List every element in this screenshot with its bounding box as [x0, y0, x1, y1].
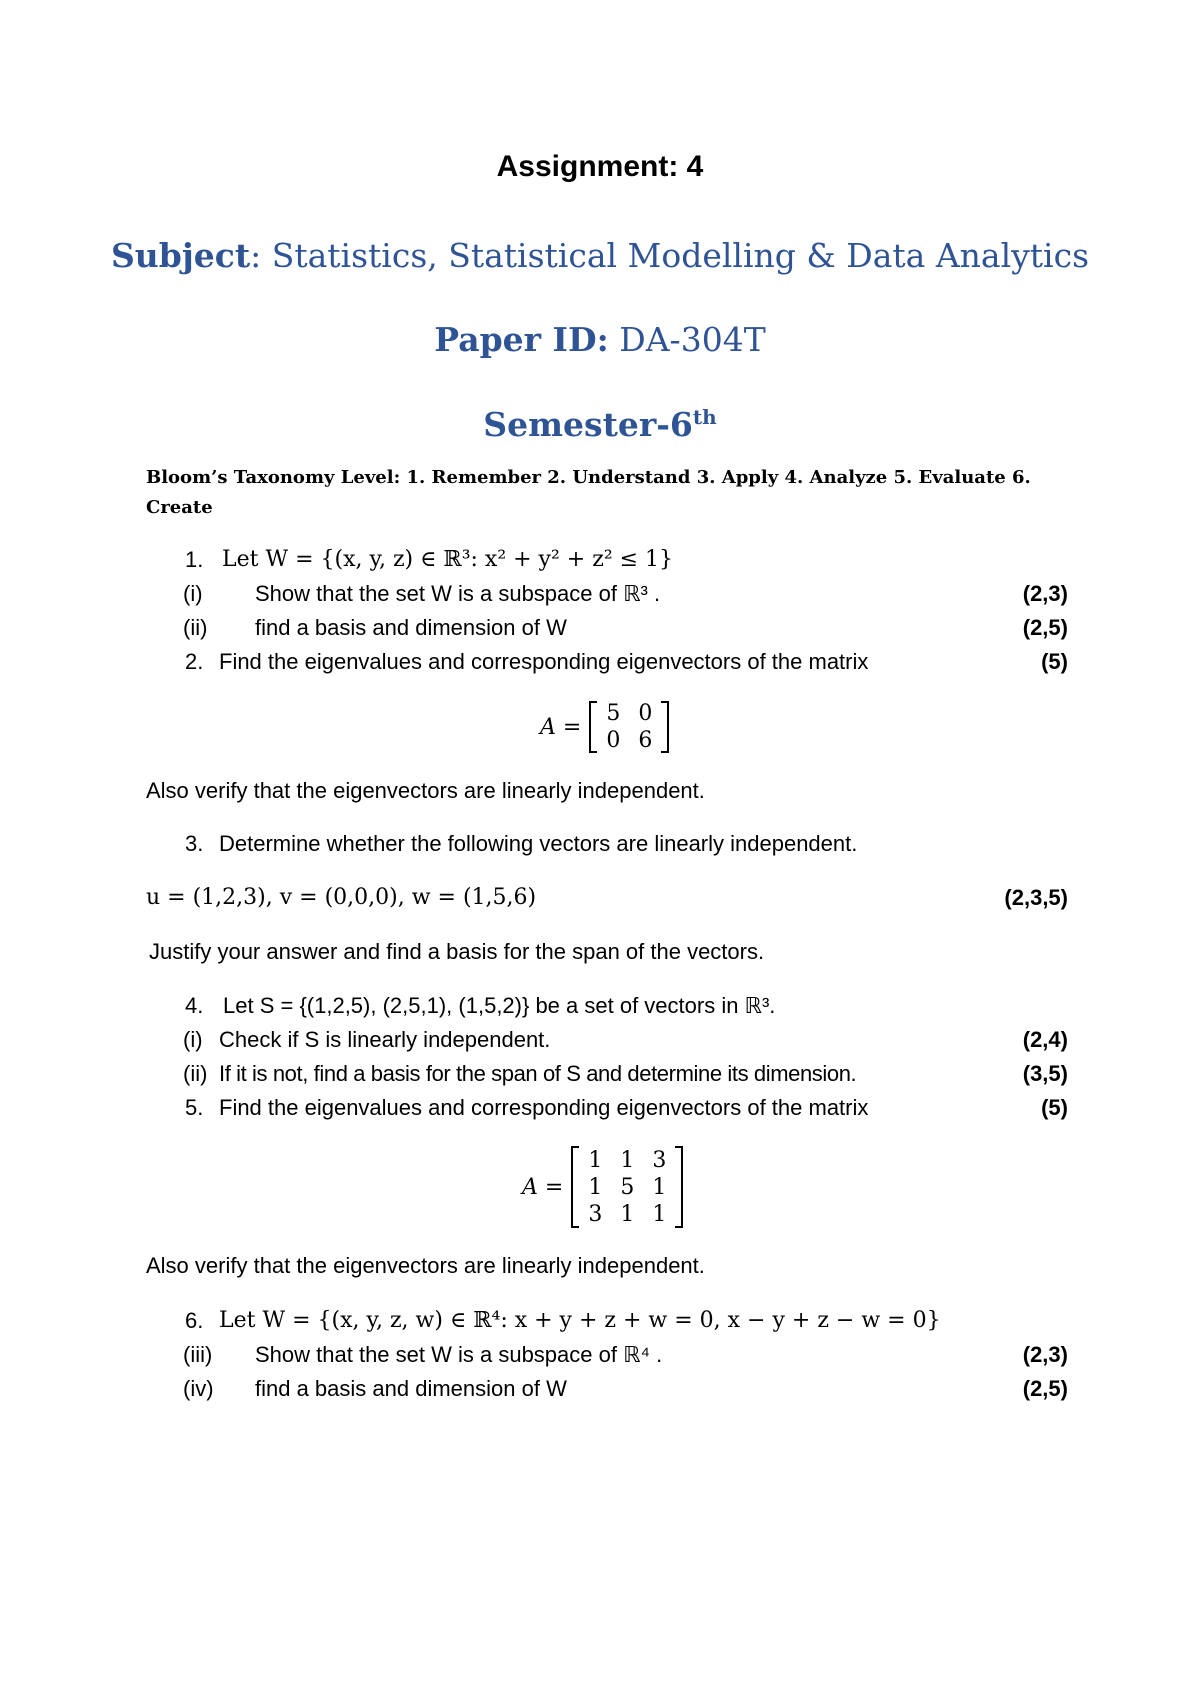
q1-i-label: (i) — [183, 581, 203, 606]
q4-ii-text: If it is not, find a basis for the span of S and determine its dimension. — [219, 1061, 857, 1086]
q5-marks: (5) — [1041, 1095, 1068, 1120]
q5-right-bracket — [675, 1146, 683, 1228]
q2-number: 2. — [185, 649, 204, 674]
subject-line — [0, 236, 1200, 275]
q5-left-bracket — [571, 1146, 579, 1228]
q1-ii-marks: (2,5) — [1022, 615, 1068, 640]
paper-id-value: DA-304T — [608, 320, 766, 359]
q1-ii-text: find a basis and dimension of W — [255, 615, 567, 640]
q6-iii-label: (iii) — [183, 1342, 213, 1367]
q3-marks: (2,3,5) — [1004, 885, 1068, 910]
semester-line — [0, 405, 1200, 444]
q2-matrix-label: A = — [540, 714, 582, 740]
q6-number: 6. — [185, 1308, 204, 1333]
q6-iii-text: Show that the set W is a subspace of ℝ⁴ . — [255, 1342, 663, 1367]
q6-iii-marks: (2,3) — [1022, 1342, 1068, 1367]
subject-value: : Statistics, Statistical Modelling & Data Analytics — [250, 236, 1090, 275]
q5-m-1-1: 5 — [620, 1174, 635, 1200]
q1-ii-label: (ii) — [183, 615, 208, 640]
q2-m-0-0: 5 — [606, 701, 621, 726]
q6-iv-marks: (2,5) — [1022, 1376, 1068, 1401]
q2-matrix-block — [540, 700, 669, 754]
q2-m-0-1: 0 — [638, 701, 653, 726]
semester-text: Semester-6 — [483, 405, 693, 444]
q2-left-bracket — [589, 701, 597, 753]
q2-m-1-1: 6 — [638, 728, 653, 753]
q5-m-2-1: 1 — [620, 1201, 635, 1227]
q1-number: 1. — [185, 547, 204, 572]
blooms-line-1: Bloom’s Taxonomy Level: 1. Remember 2. Understand 3. Apply 4. Analyze 5. Evaluate 6. — [146, 467, 1031, 488]
q6-iv-text: find a basis and dimension of W — [255, 1376, 567, 1401]
q4-i-text: Check if S is linearly independent. — [219, 1027, 551, 1052]
q5-m-2-0: 3 — [588, 1201, 603, 1227]
q3-statement: Determine whether the following vectors are linearly independent. — [219, 831, 858, 856]
q2-followup: Also verify that the eigenvectors are linearly independent. — [146, 778, 705, 803]
q4-statement: Let S = {(1,2,5), (2,5,1), (1,5,2)} be a set of vectors in ℝ³. — [223, 993, 776, 1018]
q2-marks: (5) — [1041, 649, 1068, 674]
q5-m-1-0: 1 — [588, 1174, 603, 1200]
q4-i-marks: (2,4) — [1022, 1027, 1068, 1052]
q5-matrix-block — [522, 1146, 683, 1228]
q4-ii-label: (ii) — [183, 1061, 208, 1086]
q6-statement: Let W = {(x, y, z, w) ∈ ℝ⁴: x + y + z + w = 0, x − y + z − w = 0} — [219, 1308, 941, 1333]
q2-matrix — [597, 700, 661, 754]
q1-statement: Let W = {(x, y, z) ∈ ℝ³: x² + y² + z² ≤ 1} — [222, 547, 674, 572]
q2-m-1-0: 0 — [606, 728, 621, 753]
q5-statement: Find the eigenvalues and corresponding eigenvectors of the matrix — [219, 1095, 869, 1120]
q3-followup: Justify your answer and find a basis for the span of the vectors. — [149, 939, 765, 964]
q4-i-label: (i) — [183, 1027, 203, 1052]
q5-m-0-1: 1 — [620, 1147, 635, 1173]
q5-m-2-2: 1 — [652, 1201, 667, 1227]
q2-right-bracket — [661, 701, 669, 753]
q5-number: 5. — [185, 1095, 204, 1120]
q5-followup: Also verify that the eigenvectors are linearly independent. — [146, 1253, 705, 1278]
q5-matrix — [579, 1147, 675, 1228]
q3-number: 3. — [185, 831, 204, 856]
q4-number: 4. — [185, 993, 204, 1018]
subject-label: Subject — [110, 236, 251, 275]
assignment-title: Assignment: 4 — [496, 150, 704, 183]
blooms-line-2: Create — [146, 497, 213, 518]
q3-vectors: u = (1,2,3), v = (0,0,0), w = (1,5,6) — [146, 885, 537, 910]
q5-m-0-0: 1 — [588, 1147, 603, 1173]
q5-m-0-2: 3 — [652, 1147, 667, 1173]
q5-m-1-2: 1 — [652, 1174, 667, 1200]
paper-id-label: Paper ID: — [434, 320, 609, 359]
q2-statement: Find the eigenvalues and corresponding eigenvectors of the matrix — [219, 649, 869, 674]
q6-iv-label: (iv) — [183, 1376, 214, 1401]
semester-suffix: th — [692, 405, 717, 429]
q4-ii-marks: (3,5) — [1022, 1061, 1068, 1086]
paper-id-line — [0, 320, 1200, 359]
blooms-taxonomy — [146, 463, 1066, 523]
q1-i-text: Show that the set W is a subspace of ℝ³ . — [255, 581, 661, 606]
q1-i-marks: (2,3) — [1022, 581, 1068, 606]
q5-matrix-label: A = — [522, 1174, 564, 1200]
